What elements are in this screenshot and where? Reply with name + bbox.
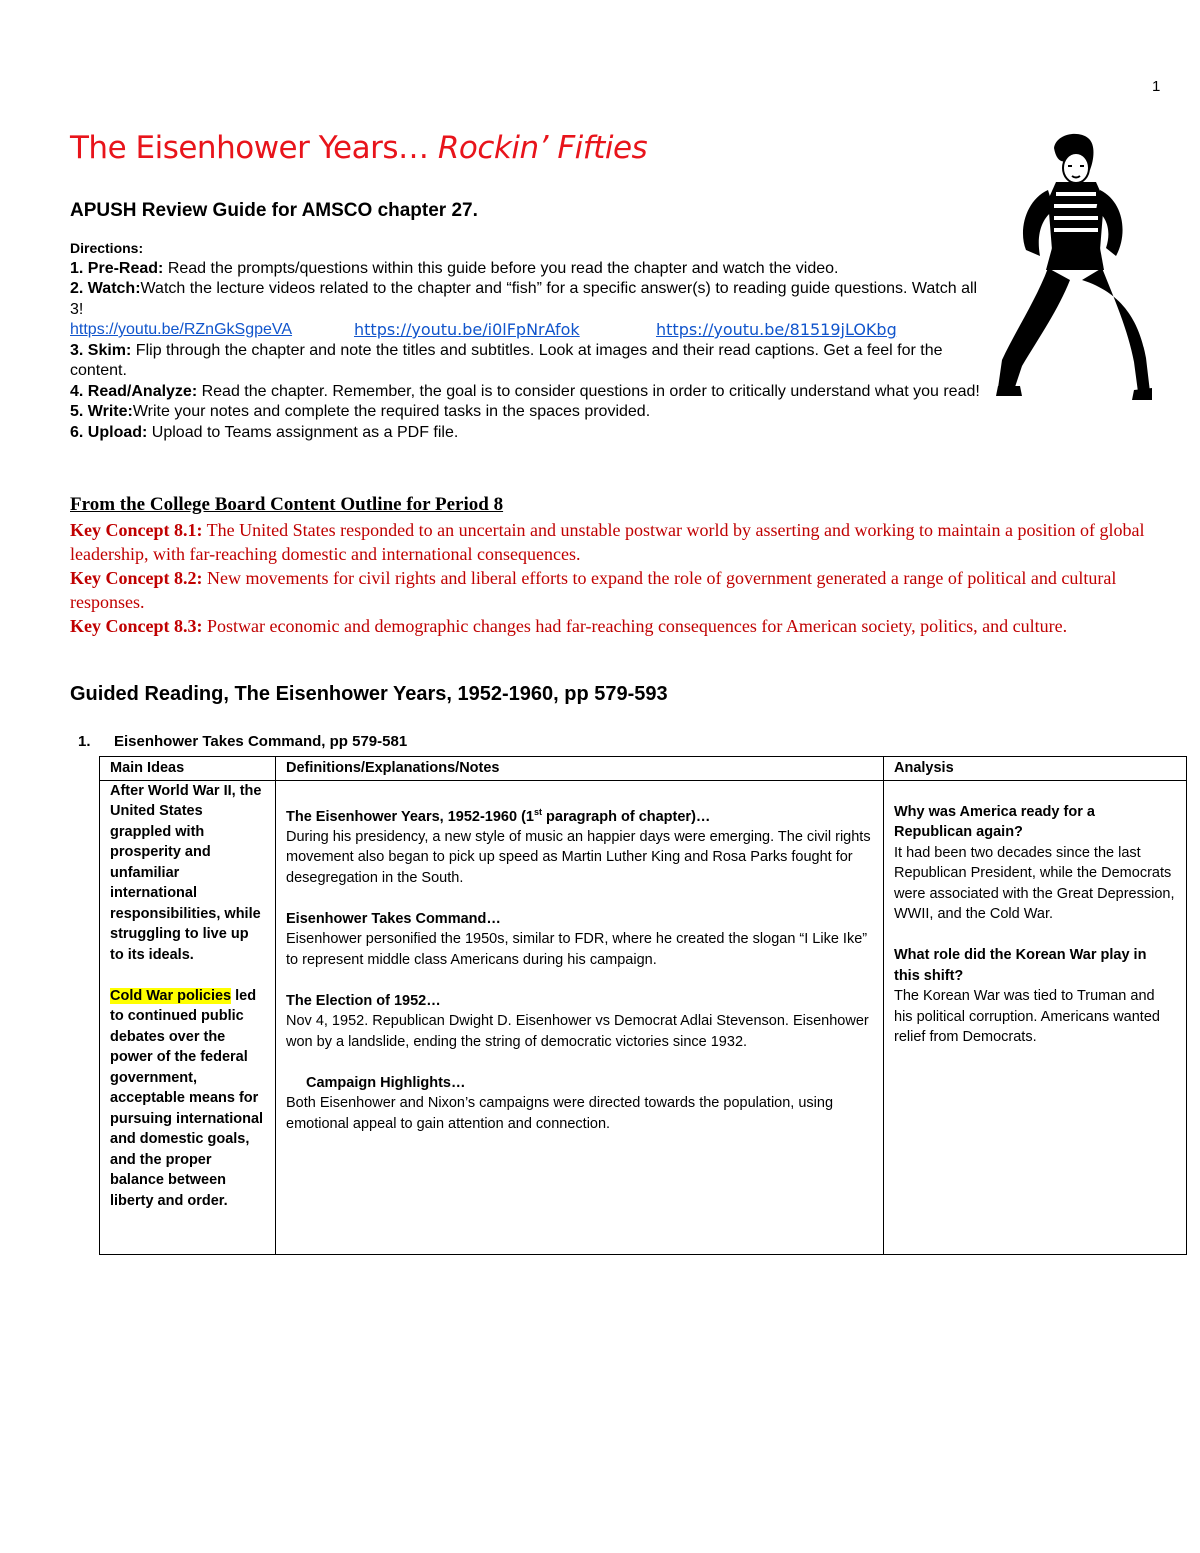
key-concept [70,518,1170,566]
analysis-cell[interactable] [884,780,1187,1255]
video-link-3[interactable]: https://youtu.be/81519jLOKbg [656,320,897,339]
dancer-silhouette-image [996,130,1154,405]
direction-item [70,382,985,403]
direction-item [70,423,985,444]
direction-label: 2. Watch: [70,280,141,297]
analysis-block [894,802,1176,925]
key-concept-label: Key Concept 8.2: [70,568,203,588]
notes-cell[interactable] [276,780,884,1255]
page-title [70,130,647,166]
key-concept-text: The United States responded to an uncertain and unstable postwar world by asserting and working to maintain a position of global leadership, with far-reaching domestic and international consequences. [70,520,1145,564]
guided-reading-heading: Guided Reading, The Eisenhower Years, 1952-1960, pp 579-593 [70,683,668,705]
direction-label: 6. Upload: [70,423,148,441]
analysis-question: What role did the Korean War play in this shift? [894,947,1147,984]
analysis-block [894,945,1176,1048]
college-board-heading: From the College Board Content Outline for Period 8 [70,494,504,515]
main-idea-paragraph: After World War II, the United States grappled with prosperity and unfamiliar international responsibilities, while struggling to live up to its ideals. [110,782,262,963]
note-text: Both Eisenhower and Nixon’s campaigns were directed towards the population, using emotional appeal to gain attention and connection. [286,1095,834,1132]
direction-item [70,279,985,320]
column-header-analysis: Analysis [884,757,1187,781]
key-concept-label: Key Concept 8.1: [70,520,203,540]
note-heading: Campaign Highlights… [306,1074,466,1091]
title-main: The Eisenhower Years… [70,130,438,166]
main-idea-text: led to continued public debates over the power of the federal government, acceptable means for pursuing international and domestic goals, and the proper balance between liberty and order. [110,987,264,1209]
direction-item [70,259,985,280]
main-ideas-cell[interactable] [100,780,276,1255]
analysis-answer: The Korean War was tied to Truman and his political corruption. Americans wanted relief from Democrats. [894,988,1160,1045]
direction-item [70,402,985,423]
main-idea-paragraph [110,986,265,1212]
column-header-main-ideas: Main Ideas [100,757,276,781]
analysis-answer: It had been two decades since the last Republican President, while the Democrats were associated with the Great Depression, WWII, and the Cold War. [894,844,1175,922]
section-heading [78,733,407,750]
direction-text: Read the chapter. Remember, the goal is to consider questions in order to critically understand what you read! [197,382,980,400]
video-link-1[interactable]: https://youtu.be/RZnGkSgpeVA [70,321,293,338]
note-block [286,909,873,971]
video-link-2[interactable]: https://youtu.be/i0lFpNrAfok [354,320,580,339]
direction-text: Read the prompts/questions within this guide before you read the chapter and watch the video. [163,259,839,277]
section-number: 1. [78,733,91,750]
table-header-row [100,757,1187,781]
direction-label: 3. Skim: [70,341,132,359]
direction-text: Upload to Teams assignment as a PDF file. [147,423,459,441]
key-concept-text: Postwar economic and demographic changes had far-reaching consequences for American society, politics, and culture. [202,616,1068,636]
highlighted-text: Cold War policies [110,987,232,1004]
direction-label: 4. Read/Analyze: [70,382,198,400]
key-concepts [70,518,1170,638]
key-concept [70,614,1170,638]
direction-label: 5. Write: [70,403,133,420]
video-links [70,320,985,341]
direction-label: 1. Pre-Read: [70,259,164,277]
note-text: Nov 4, 1952. Republican Dwight D. Eisenhower vs Democrat Adlai Stevenson. Eisenhower won by a landslide, ending the string of democratic victories since 1932. [286,1013,869,1050]
notes-table [99,756,1187,1255]
direction-text: Write your notes and complete the required tasks in the spaces provided. [132,403,651,420]
direction-text: Flip through the chapter and note the titles and subtitles. Look at images and their read captions. Get a feel for the content. [70,341,943,379]
directions [70,238,985,443]
page-number: 1 [1152,78,1161,95]
key-concept-text: New movements for civil rights and liberal efforts to expand the role of government generated a range of political and cultural responses. [70,568,1117,612]
note-block [286,802,873,889]
page-subtitle: APUSH Review Guide for AMSCO chapter 27. [70,200,478,221]
table-row [100,780,1187,1255]
note-block [286,1073,873,1135]
analysis-question: Why was America ready for a Republican again? [894,803,1095,840]
note-text: Eisenhower personified the 1950s, similar to FDR, where he created the slogan “I Like Ike” to represent middle class Americans during his campaign. [286,931,868,968]
direction-text: Watch the lecture videos related to the chapter and “fish” for a specific answer(s) to reading guide questions. Watch all 3! [70,280,978,318]
note-text: During his presidency, a new style of music an happier days were emerging. The civil rights movement also began to pick up speed as Martin Luther King and Rosa Parks fought for desegregation in the South. [286,828,871,886]
note-block [286,991,873,1053]
title-italic: Rockin’ Fifties [437,130,648,166]
note-heading: Eisenhower Takes Command… [286,910,501,927]
direction-item [70,341,985,382]
key-concept [70,566,1170,614]
column-header-notes: Definitions/Explanations/Notes [276,757,884,781]
note-heading: The Election of 1952… [286,992,441,1009]
note-heading: The Eisenhower Years, 1952-1960 (1st paragraph of chapter)… [286,806,711,825]
directions-heading: Directions: [70,240,144,256]
key-concept-label: Key Concept 8.3: [70,616,203,636]
section-title: Eisenhower Takes Command, pp 579-581 [114,733,408,750]
